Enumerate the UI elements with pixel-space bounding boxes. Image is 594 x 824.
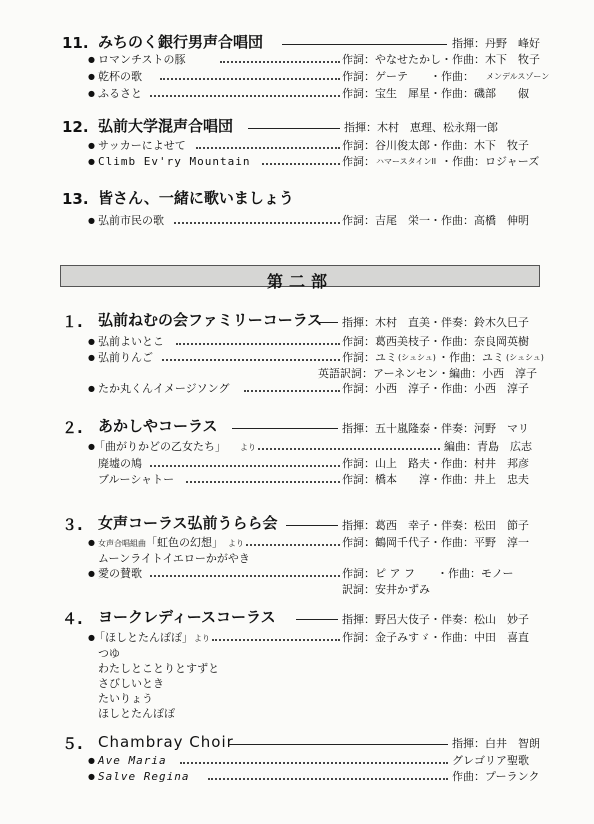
dotted-leader	[180, 762, 448, 764]
bullet-icon: ●	[88, 353, 95, 362]
name-annotation: (シュシュ)	[398, 353, 436, 362]
song-credit: グレゴリア聖歌	[452, 754, 529, 767]
group-name: みちのく銀行男声合唱団	[98, 33, 264, 51]
conductor-credit: 指揮：白井 智朗	[452, 737, 540, 750]
dotted-leader	[150, 95, 340, 97]
bullet-icon: ●	[88, 157, 95, 166]
part-title: 第二部	[266, 272, 333, 291]
song-credit: 編曲：青島 広志	[444, 440, 532, 453]
group-name: ヨークレディースコーラス	[98, 608, 276, 626]
song-prefix: 女声合唱組曲	[98, 539, 146, 548]
song-credit: 作詞：やなせたかし・作曲：木下 牧子	[342, 53, 540, 66]
song-credit: ・作曲：ユミ	[438, 351, 504, 364]
bullet-icon: ●	[88, 384, 95, 393]
dotted-leader	[160, 78, 340, 80]
item-number: ３.	[62, 516, 83, 534]
title-leader-line	[228, 744, 448, 745]
song-title: ブルーシャトー	[98, 473, 175, 486]
song-credit: 作詞：谷川俊太郎・作曲：木下 牧子	[342, 139, 529, 152]
song-credit: 作詞：ユミ	[342, 351, 397, 364]
dotted-leader	[244, 390, 340, 392]
dotted-leader	[186, 481, 340, 483]
dotted-leader	[262, 163, 340, 165]
item-number: ２.	[62, 419, 83, 437]
group-name: Chambray Choir	[98, 733, 234, 751]
bullet-icon: ●	[88, 538, 95, 547]
bullet-icon: ●	[88, 756, 95, 765]
song-credit: 作詞：鶴岡千代子・作曲：平野 淳一	[342, 536, 529, 549]
song-credit: 作詞：ピ ア フ ・作曲：モノー	[342, 567, 514, 580]
item-number: 11.	[62, 34, 89, 52]
song-title: 「曲がりかどの乙女たち」	[94, 440, 226, 453]
song-credit: 作詞：	[342, 155, 375, 168]
bullet-icon: ●	[88, 72, 95, 81]
title-leader-line	[248, 128, 340, 129]
title-leader-line	[232, 428, 338, 429]
song-title: Ave Maria	[98, 754, 167, 767]
song-title: つゆ	[98, 647, 120, 660]
song-title: 「ほしとたんぽぽ」	[94, 631, 193, 644]
song-credit: 作詞：小西 淳子・作曲：小西 淳子	[342, 382, 529, 395]
bullet-icon: ●	[88, 633, 95, 642]
song-title: 愛の賛歌	[98, 567, 142, 580]
song-credit: 作詞：橋本 淳・作曲：井上 忠夫	[342, 473, 529, 486]
song-suffix: より	[240, 443, 256, 452]
song-title: わたしとことりとすずと	[98, 662, 220, 675]
song-title: 「虹色の幻想」	[146, 536, 223, 549]
item-number: ４.	[62, 610, 83, 628]
song-credit: 作詞：宝生 犀星・作曲：磯部 俶	[342, 87, 529, 100]
dotted-leader	[162, 359, 340, 361]
bullet-icon: ●	[88, 216, 95, 225]
bullet-icon: ●	[88, 772, 95, 781]
title-leader-line	[286, 525, 338, 526]
lyricist-name-small: ハマースタインII	[376, 157, 437, 166]
conductor-credit: 指揮：木村 恵理、松永翔一郎	[344, 121, 498, 134]
bullet-icon: ●	[88, 141, 95, 150]
song-credit: ・作曲：ロジャーズ	[441, 155, 540, 168]
song-title: たいりょう	[98, 692, 153, 705]
song-credit: 英語訳詞：アーネンセン・編曲：小西 淳子	[318, 367, 538, 380]
dotted-leader	[208, 778, 448, 780]
song-title: Climb Ev'ry Mountain	[98, 155, 251, 168]
bullet-icon: ●	[88, 442, 95, 451]
dotted-leader	[150, 575, 340, 577]
bullet-icon: ●	[88, 337, 95, 346]
song-credit: 訳詞：安井かずみ	[342, 583, 430, 596]
dotted-leader	[176, 343, 340, 345]
song-credit: 作詞：吉尾 栄一・作曲：高橋 伸明	[342, 214, 529, 227]
bullet-icon: ●	[88, 55, 95, 64]
part-banner	[60, 265, 540, 291]
song-credit: 作詞：ゲーテ ・作曲：	[342, 70, 474, 83]
song-title: ほしとたんぽぽ	[98, 707, 175, 720]
conductor-credit: 指揮：五十嵐隆泰・伴奏：河野 マリ	[342, 422, 529, 435]
bullet-icon: ●	[88, 89, 95, 98]
song-credit: 作曲：プーランク	[452, 770, 540, 783]
conductor-credit: 指揮：葛西 幸子・伴奏：松田 節子	[342, 519, 529, 532]
dotted-leader	[212, 639, 340, 641]
dotted-leader	[174, 222, 340, 224]
group-name: 弘前ねむの会ファミリーコーラス	[98, 311, 323, 329]
group-name: 弘前大学混声合唱団	[98, 117, 234, 135]
dotted-leader	[246, 544, 340, 546]
song-title: ロマンチストの豚	[98, 53, 186, 66]
title-leader-line	[296, 619, 338, 620]
song-credit: 作詞：金子みすゞ・作曲：中田 喜直	[342, 631, 529, 644]
song-title: 弘前市民の歌	[98, 214, 164, 227]
bullet-icon: ●	[88, 569, 95, 578]
dotted-leader	[150, 465, 340, 467]
song-title: たか丸くんイメージソング	[98, 382, 230, 395]
group-name: あかしやコーラス	[98, 417, 218, 435]
item-number: 13.	[62, 190, 89, 208]
title-leader-line	[318, 322, 338, 323]
song-title: 弘前りんご	[98, 351, 153, 364]
song-title: ふるさと	[98, 87, 142, 100]
name-annotation: (シュシュ)	[506, 353, 544, 362]
item-number: ５.	[62, 735, 83, 753]
dotted-leader	[220, 61, 340, 63]
song-suffix: より	[228, 539, 244, 548]
song-credit: 作詞：葛西美枝子・作曲：奈良岡英樹	[342, 335, 529, 348]
composer-name-small: メンデルスゾーン	[486, 72, 550, 81]
song-title: ムーンライトイエローかがやき	[98, 552, 250, 565]
item-number: １.	[62, 313, 83, 331]
song-suffix: より	[194, 634, 210, 643]
song-title: 乾杯の歌	[98, 70, 142, 83]
song-title: サッカーによせて	[98, 139, 186, 152]
group-name: 女声コーラス弘前うらら会	[98, 514, 278, 532]
song-title: 弘前よいとこ	[98, 335, 164, 348]
dotted-leader	[258, 448, 440, 450]
item-number: 12.	[62, 118, 89, 136]
dotted-leader	[196, 147, 340, 149]
song-title: さびしいとき	[98, 677, 164, 690]
conductor-credit: 指揮：木村 直美・伴奏：鈴木久巳子	[342, 316, 529, 329]
song-credit: 作詞：山上 路夫・作曲：村井 邦彦	[342, 457, 529, 470]
song-title: 廃墟の鳩	[98, 457, 142, 470]
title-leader-line	[282, 44, 447, 45]
song-title: Salve Regina	[98, 770, 190, 783]
conductor-credit: 指揮：丹野 峰好	[452, 37, 540, 50]
group-name: 皆さん、一緒に歌いましょう	[98, 189, 294, 207]
conductor-credit: 指揮：野呂大伎子・伴奏：松山 妙子	[342, 613, 529, 626]
